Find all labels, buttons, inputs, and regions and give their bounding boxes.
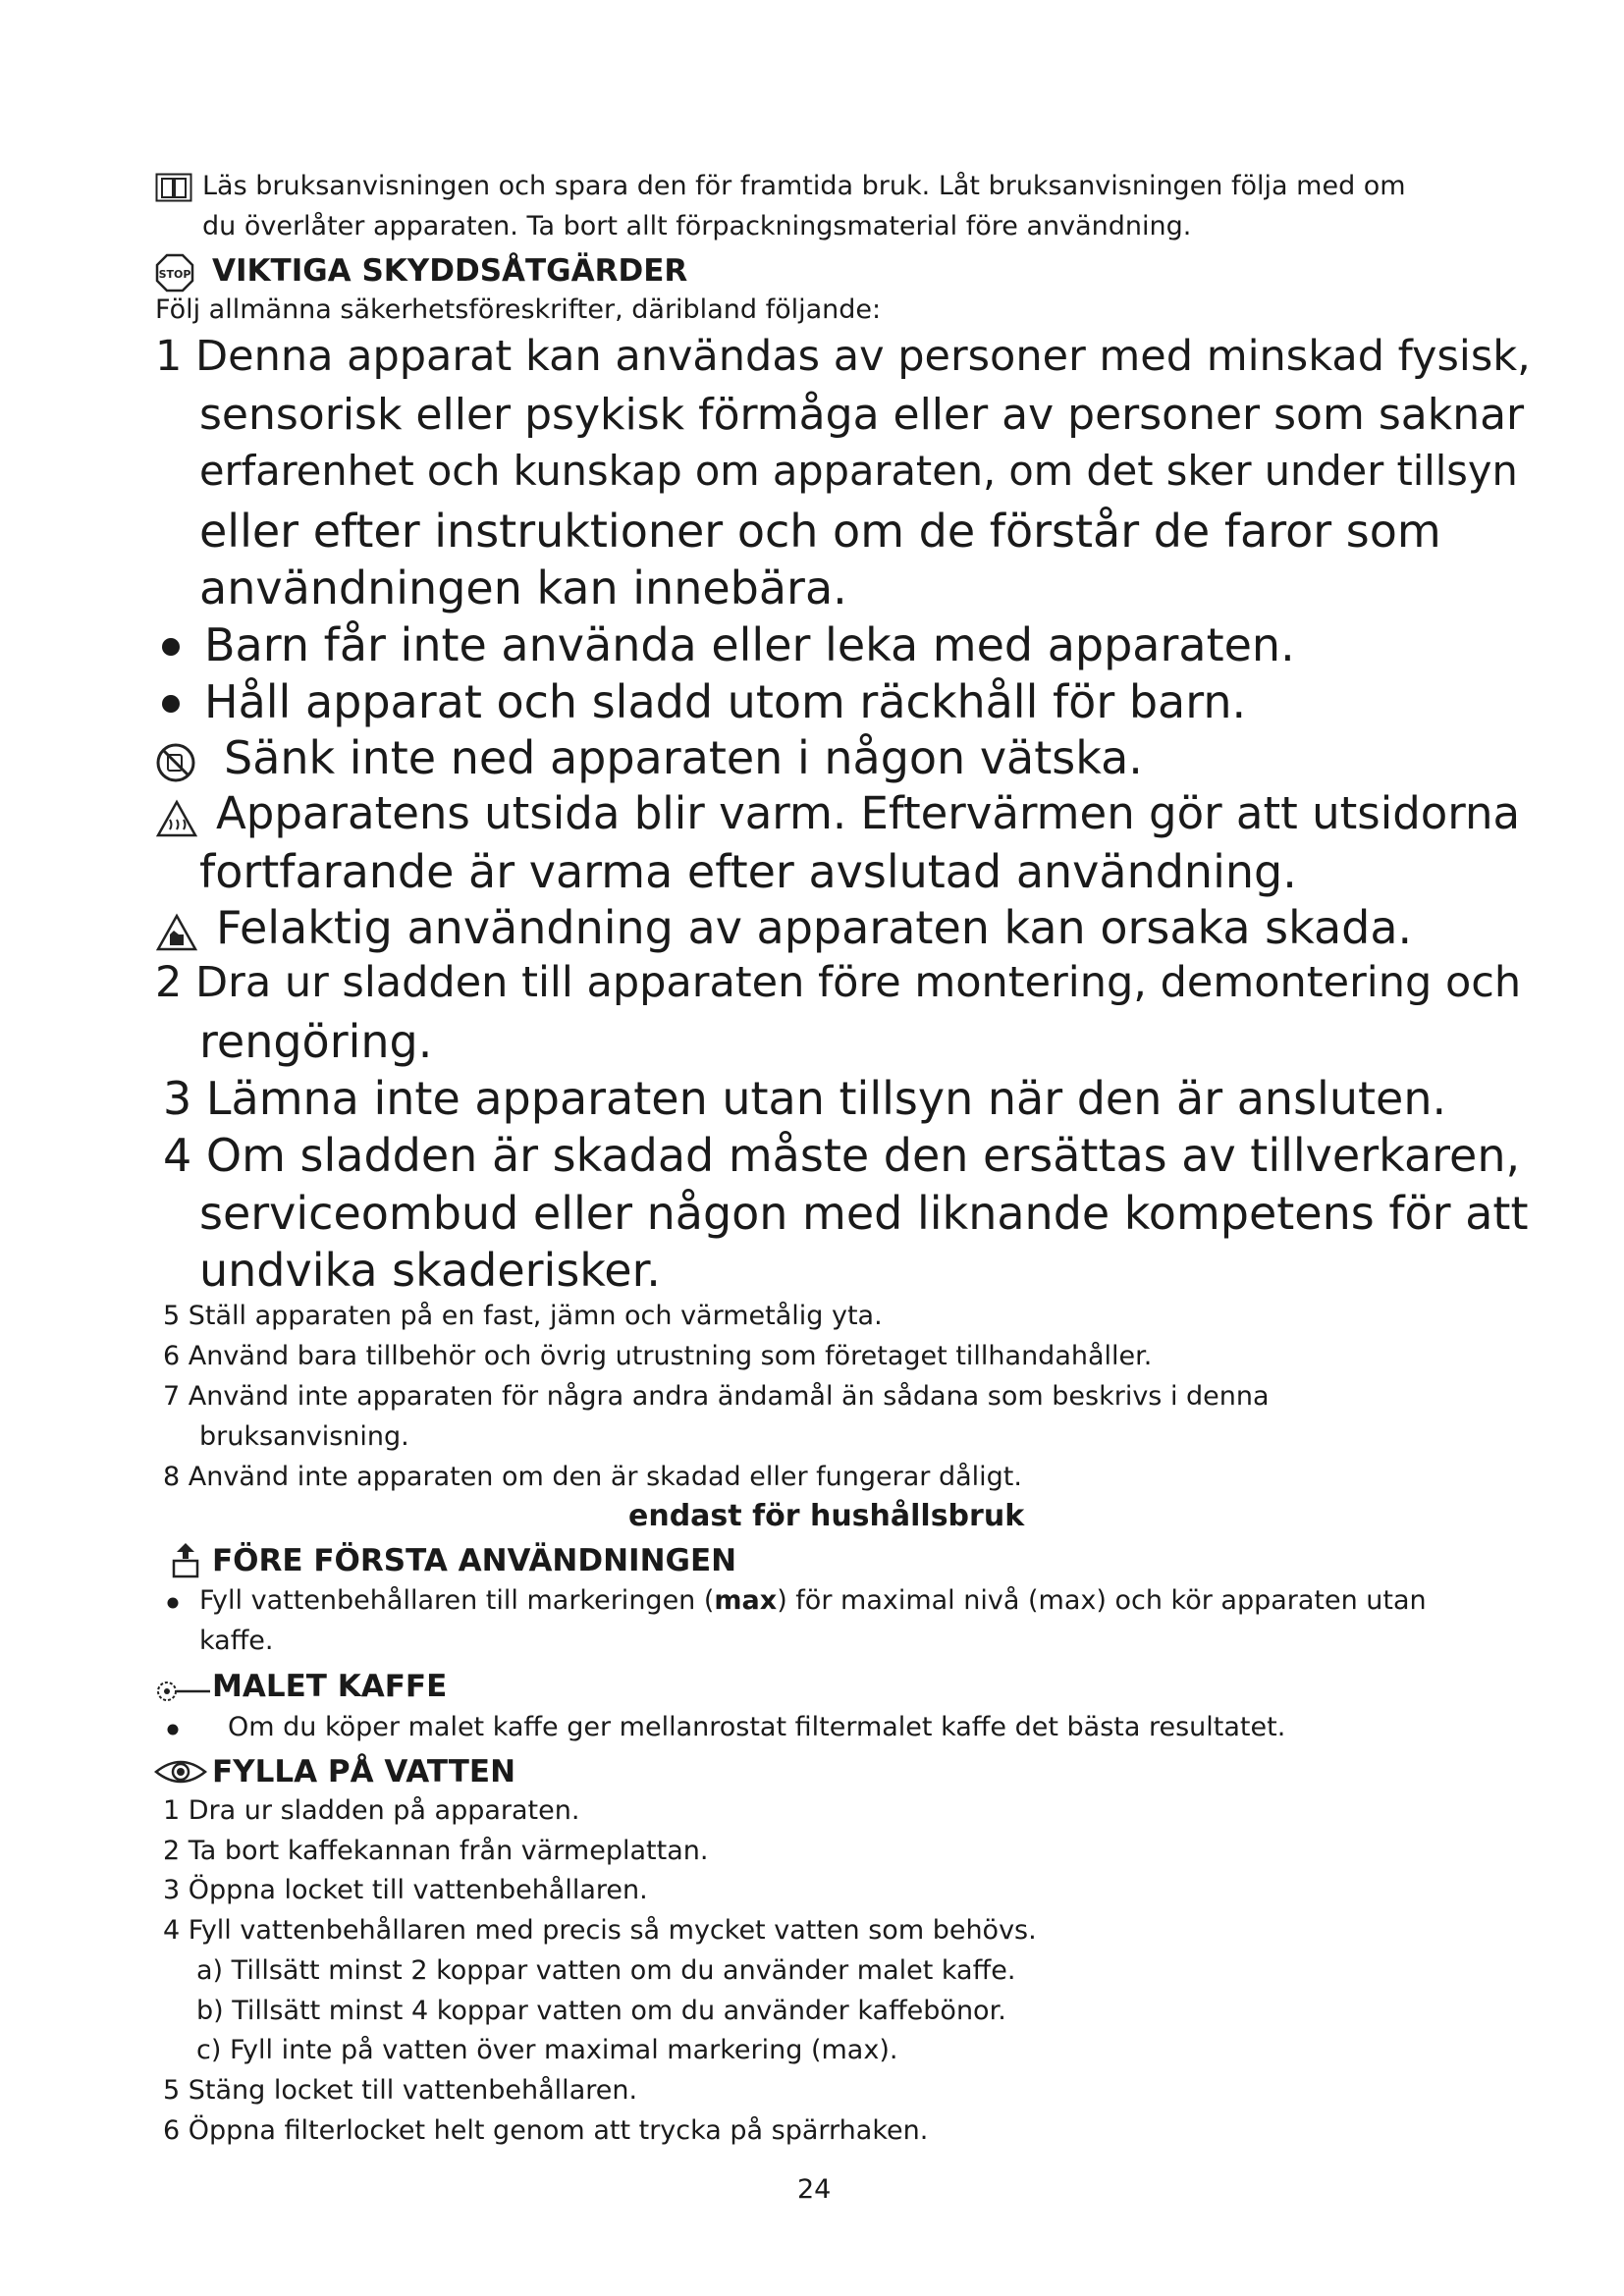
fill-water-heading: FYLLA PÅ VATTEN (212, 1754, 516, 1789)
fill-water-step-4: 4 Fyll vattenbehållaren med precis så mycket vatten som behövs. (163, 1915, 1037, 1946)
fill-water-step-4a: a) Tillsätt minst 2 koppar vatten om du använder malet kaffe. (196, 1955, 1016, 1986)
safety-item-1-line-3: erfarenhet och kunskap om apparaten, om det sker under tillsyn (199, 447, 1518, 495)
book-icon (155, 173, 192, 202)
ground-coffee-heading: MALET KAFFE (212, 1669, 448, 1704)
safety-bullet-2: Håll apparat och sladd utom räckhåll för barn. (204, 675, 1247, 728)
safety-item-8: 8 Använd inte apparaten om den är skadad eller fungerar dåligt. (163, 1462, 1022, 1492)
first-use-text-1a: Fyll vattenbehållaren till markeringen ( (199, 1585, 715, 1616)
household-note: endast för hushållsbruk (628, 1499, 1025, 1533)
svg-text:STOP: STOP (158, 268, 191, 281)
first-use-text-2: kaffe. (199, 1626, 274, 1656)
safety-item-7-line-1: 7 Använd inte apparaten för några andra ändamål än sådana som beskrivs i denna (163, 1381, 1270, 1412)
intro-line-2: du överlåter apparaten. Ta bort allt förpackningsmaterial före användning. (202, 211, 1192, 241)
eye-icon (153, 1757, 208, 1787)
safety-item-5: 5 Ställ apparaten på en fast, jämn och värmetålig yta. (163, 1301, 883, 1331)
bullet-icon (167, 1724, 179, 1735)
safety-hot-line-1: Apparatens utsida blir varm. Eftervärmen gör att utsidorna (216, 787, 1521, 839)
safety-heading: VIKTIGA SKYDDSÅTGÄRDER (212, 253, 688, 289)
first-use-icon (171, 1541, 200, 1578)
safety-item-1-line-4: eller efter instruktioner och om de förstår de faror som (199, 505, 1441, 558)
ground-coffee-text: Om du köper malet kaffe ger mellanrostat filtermalet kaffe det bästa resultatet. (228, 1712, 1286, 1742)
safety-bullet-1: Barn får inte använda eller leka med apparaten. (204, 618, 1295, 671)
first-use-text-1 (199, 1585, 1427, 1616)
fill-water-step-1: 1 Dra ur sladden på apparaten. (163, 1795, 580, 1826)
ground-coffee-icon (149, 1679, 212, 1704)
safety-item-1-line-1: 1 Denna apparat kan användas av personer med minskad fysisk, (155, 332, 1531, 381)
fill-water-step-6: 6 Öppna filterlocket helt genom att trycka på spärrhaken. (163, 2115, 929, 2146)
safety-item-4-line-1: 4 Om sladden är skadad måste den ersättas av tillverkaren, (163, 1129, 1521, 1182)
fill-water-step-4b: b) Tillsätt minst 4 koppar vatten om du använder kaffebönor. (196, 1996, 1006, 2026)
safety-item-1-line-2: sensorisk eller psykisk förmåga eller av personer som saknar (199, 390, 1525, 440)
fill-water-step-5: 5 Stäng locket till vattenbehållaren. (163, 2075, 638, 2106)
first-use-max-bold: max (714, 1585, 778, 1616)
page-number: 24 (797, 2174, 832, 2205)
safety-subheading: Följ allmänna säkerhetsföreskrifter, däribland följande: (155, 294, 882, 325)
intro-line-1: Läs bruksanvisningen och spara den för framtida bruk. Låt bruksanvisningen följa med om (202, 171, 1406, 201)
safety-item-7-line-2: bruksanvisning. (199, 1421, 409, 1452)
first-use-text-1b: ) för maximal nivå (max) och kör apparaten utan (777, 1585, 1427, 1616)
fill-water-step-3: 3 Öppna locket till vattenbehållaren. (163, 1875, 648, 1905)
hand-warning-icon (155, 913, 198, 952)
safety-misuse: Felaktig användning av apparaten kan orsaka skada. (216, 901, 1413, 954)
safety-item-2-line-2: rengöring. (199, 1015, 433, 1068)
safety-item-6: 6 Använd bara tillbehör och övrig utrustning som företaget tillhandahåller. (163, 1341, 1153, 1371)
bullet-icon (161, 637, 181, 657)
safety-item-2-line-1: 2 Dra ur sladden till apparaten före montering, demontering och (155, 958, 1522, 1007)
no-immerse-icon (155, 742, 196, 783)
hot-surface-warning-icon (155, 799, 198, 838)
fill-water-step-2: 2 Ta bort kaffekannan från värmeplattan. (163, 1836, 709, 1866)
safety-item-3: 3 Lämna inte apparaten utan tillsyn när den är ansluten. (163, 1072, 1447, 1125)
bullet-icon (161, 694, 181, 714)
bullet-icon (167, 1597, 179, 1609)
safety-item-1-line-5: användningen kan innebära. (199, 561, 847, 614)
safety-no-immerse: Sänk inte ned apparaten i någon vätska. (224, 731, 1143, 784)
safety-item-4-line-2: serviceombud eller någon med liknande kompetens för att (199, 1187, 1529, 1240)
fill-water-step-4c: c) Fyll inte på vatten över maximal markering (max). (196, 2035, 898, 2065)
safety-hot-line-2: fortfarande är varma efter avslutad användning. (199, 845, 1297, 898)
first-use-heading: FÖRE FÖRSTA ANVÄNDNINGEN (212, 1543, 737, 1578)
stop-icon (155, 253, 194, 293)
safety-item-4-line-3: undvika skaderisker. (199, 1244, 661, 1297)
